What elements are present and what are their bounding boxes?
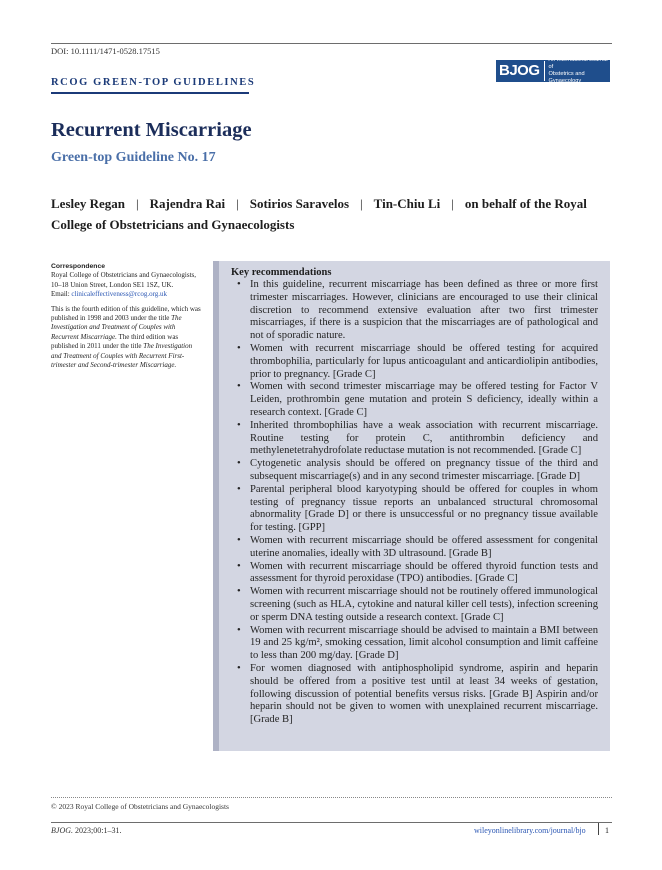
page-number: 1 [605,826,609,835]
author-list [51,194,616,235]
email-link[interactable]: clinicaleffectiveness@rcog.org.uk [71,290,168,299]
recommendation-item: • Inherited thrombophilias have a weak association with recurrent miscarriage. Routine testing for protein C, antithrombin deficiency and methylenetetrahydrofolate reductase mutation is not recommended. [Grade C] [231,420,598,458]
author-separator: | [236,196,239,211]
correspondence-heading: Correspondence [51,263,106,270]
journal-abbrev: BJOG. [51,826,73,835]
author-name: Lesley Regan [51,196,126,211]
header-rule [51,43,612,44]
author-on-behalf: on behalf of the Royal College of Obstetricians and Gynaecologists [51,196,587,232]
email-label: Email: [51,290,70,299]
recommendation-item: • Women with recurrent miscarriage should be offered assessment for congenital uterine anomalies, ideally with 3D ultrasound. [Grade B] [231,535,598,561]
author-name: Sotirios Saravelos [249,196,350,211]
key-recommendations-heading: Key recommendations [231,267,332,278]
copyright: © 2023 Royal College of Obstetricians and Gynaecologists [51,802,229,811]
author-name: Tin-Chiu Li [373,196,441,211]
journal-citation [51,826,121,835]
journal-url-link[interactable]: wileyonlinelibrary.com/journal/bjo [474,826,586,835]
series-label: RCOG GREEN-TOP GUIDELINES [51,77,256,88]
page-number-divider [598,823,599,835]
author-separator: | [451,196,454,211]
recommendation-item: • Women with second trimester miscarriage may be offered testing for Factor V Leiden, prothrombin gene mutation and protein S deficiency, ideally within a research context. [Grade C] [231,381,598,419]
footer-divider [51,797,612,798]
key-recommendations-box [213,261,610,751]
doi: DOI: 10.1111/1471-0528.17515 [51,46,160,56]
recommendation-item: • Cytogenetic analysis should be offered on pregnancy tissue of the third and subsequent miscarriage(s) and in any second trimester miscarriage. [Grade D] [231,458,598,484]
edition-note-title: The Investigation and Treatment of Couples with Recurrent Miscarriage. [51,314,182,341]
recommendation-item: • Women with recurrent miscarriage should be advised to maintain a BMI between 19 and 25 kg/m², smoking cessation, limit alcohol consumption and limit caffeine to less than 200 mg/day. [Grade D] [231,625,598,663]
recommendation-item: • Parental peripheral blood karyotyping should be offered for couples in whom testing of pregnancy tissue reports an unbalanced structural chromosomal abnormality [Grade D] or there is unsuccessful or no pregnancy tissue available for testing. [GPP] [231,484,598,535]
citation: 2023;00:1–31. [75,826,122,835]
page-subtitle: Green-top Guideline No. 17 [51,150,216,165]
edition-note-text: This is the fourth edition of this guideline, which was published in 1998 and 2003 under the title [51,304,201,323]
correspondence-sidebar [51,262,201,370]
edition-note [51,305,201,371]
journal-logo [496,57,610,84]
recommendation-item: • Women with recurrent miscarriage should not be routinely offered immunological screening (such as HLA, cytokine and natural killer cell tests), infection screening or sperm DNA testing outside a research context. [Grade C] [231,586,598,624]
recommendation-item: • For women diagnosed with antiphospholipid syndrome, aspirin and heparin should be offered from a positive test until at least 34 weeks of gestation, following discussion of potential benefits versus risks. [Grade B] Aspirin and/or heparin should not be given to women with unexplained recurrent miscarriage. [Grade B] [231,663,598,727]
logo-mark: BJOG [496,61,545,81]
edition-note-text: The third edition was published in 2011 under the title [51,332,179,351]
logo-text [545,57,610,84]
author-separator: | [136,196,139,211]
page-title: Recurrent Miscarriage [51,119,252,141]
recommendation-item: • Women with recurrent miscarriage should be offered testing for acquired thrombophilia, particularly for lupus anticoagulant and anticardiolipin antibodies, prior to pregnancy. [Grade C] [231,343,598,381]
logo-text-line-1: An International Journal of [548,57,608,71]
recommendation-item: • In this guideline, recurrent miscarriage has been defined as three or more first trimester miscarriages. However, clinicians are encouraged to use their clinical discretion to recommend extensive evaluation after two first trimester miscarriages, if there is a suspicion that the miscarriages are of pathological and not of sporadic nature. [231,279,598,343]
edition-note-title: The Investigation and Treatment of Couples with Recurrent First-trimester and Second-trimester Miscarriage. [51,342,193,370]
logo-text-line-2: Obstetrics and Gynaecology [548,71,585,84]
author-separator: | [360,196,363,211]
series-underline [51,92,249,94]
correspondence-address: Royal College of Obstetricians and Gynaecologists, 10–18 Union Street, London SE1 1SZ, UK. [51,271,197,289]
footer-rule [51,822,612,823]
recommendation-item: • Women with recurrent miscarriage should be offered thyroid function tests and assessment for thyroid peroxidase (TPO) antibodies. [Grade C] [231,561,598,587]
correspondence-email [51,290,201,299]
recommendation-list [231,279,598,727]
author-name: Rajendra Rai [149,196,226,211]
